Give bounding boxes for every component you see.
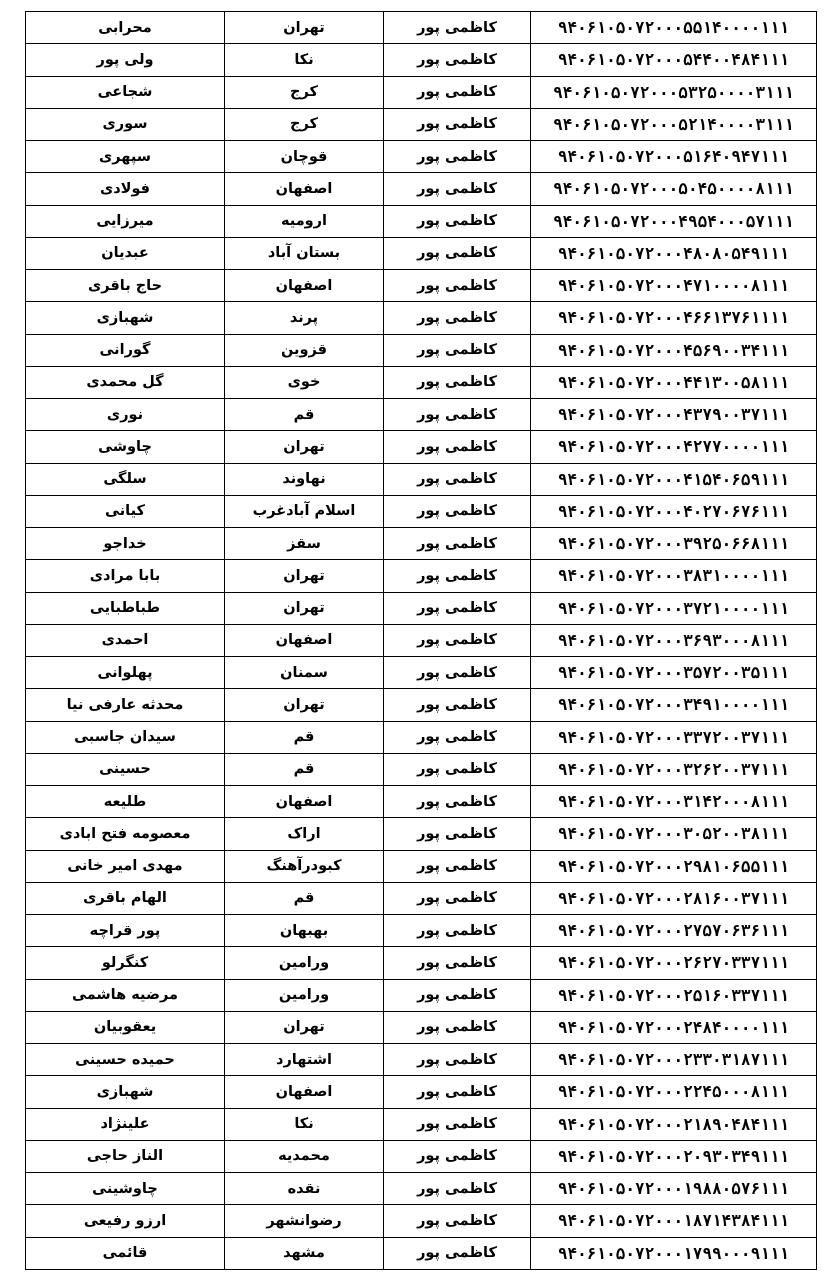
cell-last-name: مرضیه هاشمی	[26, 979, 225, 1011]
cell-city: کرج	[225, 76, 384, 108]
cell-group: کاظمی پور	[384, 818, 531, 850]
cell-id-number: ۹۴۰۶۱۰۵۰۷۲۰۰۰۱۹۸۸۰۵۷۶۱۱۱	[531, 1173, 817, 1205]
cell-last-name: شجاعی	[26, 76, 225, 108]
cell-city: کبودرآهنگ	[225, 850, 384, 882]
cell-group: کاظمی پور	[384, 173, 531, 205]
cell-group: کاظمی پور	[384, 108, 531, 140]
cell-group: کاظمی پور	[384, 1076, 531, 1108]
cell-city: تهران	[225, 431, 384, 463]
cell-city: قم	[225, 399, 384, 431]
cell-group: کاظمی پور	[384, 1205, 531, 1237]
cell-city: قم	[225, 882, 384, 914]
cell-id-number: ۹۴۰۶۱۰۵۰۷۲۰۰۰۲۰۹۳۰۳۴۹۱۱۱	[531, 1140, 817, 1172]
table-row	[26, 1108, 817, 1140]
cell-id-number: ۹۴۰۶۱۰۵۰۷۲۰۰۰۵۲۱۴۰۰۰۰۳۱۱۱	[531, 108, 817, 140]
table-row	[26, 463, 817, 495]
cell-city: بستان آباد	[225, 237, 384, 269]
cell-city: نکا	[225, 1108, 384, 1140]
table-row	[26, 1140, 817, 1172]
table-row	[26, 431, 817, 463]
cell-group: کاظمی پور	[384, 1108, 531, 1140]
table-row	[26, 689, 817, 721]
cell-city: اصفهان	[225, 624, 384, 656]
cell-id-number: ۹۴۰۶۱۰۵۰۷۲۰۰۰۳۷۲۱۰۰۰۰۱۱۱	[531, 592, 817, 624]
cell-id-number: ۹۴۰۶۱۰۵۰۷۲۰۰۰۵۵۱۴۰۰۰۰۱۱۱	[531, 12, 817, 44]
cell-id-number: ۹۴۰۶۱۰۵۰۷۲۰۰۰۲۸۱۶۰۰۳۷۱۱۱	[531, 882, 817, 914]
cell-group: کاظمی پور	[384, 1173, 531, 1205]
table-row	[26, 237, 817, 269]
cell-last-name: عبدیان	[26, 237, 225, 269]
cell-last-name: شهبازی	[26, 302, 225, 334]
cell-city: نقده	[225, 1173, 384, 1205]
cell-group: کاظمی پور	[384, 850, 531, 882]
cell-last-name: حاج باقری	[26, 270, 225, 302]
table-row	[26, 173, 817, 205]
cell-last-name: ولی پور	[26, 44, 225, 76]
cell-group: کاظمی پور	[384, 237, 531, 269]
cell-group: کاظمی پور	[384, 624, 531, 656]
cell-last-name: سپهری	[26, 141, 225, 173]
cell-id-number: ۹۴۰۶۱۰۵۰۷۲۰۰۰۲۵۱۶۰۳۳۷۱۱۱	[531, 979, 817, 1011]
cell-group: کاظمی پور	[384, 334, 531, 366]
table-row	[26, 786, 817, 818]
cell-id-number: ۹۴۰۶۱۰۵۰۷۲۰۰۰۴۲۷۷۰۰۰۰۱۱۱	[531, 431, 817, 463]
cell-last-name: احمدی	[26, 624, 225, 656]
table-row	[26, 302, 817, 334]
cell-city: اصفهان	[225, 173, 384, 205]
cell-group: کاظمی پور	[384, 495, 531, 527]
cell-group: کاظمی پور	[384, 302, 531, 334]
cell-group: کاظمی پور	[384, 12, 531, 44]
table-row	[26, 592, 817, 624]
cell-group: کاظمی پور	[384, 592, 531, 624]
cell-city: کرج	[225, 108, 384, 140]
cell-id-number: ۹۴۰۶۱۰۵۰۷۲۰۰۰۳۶۹۳۰۰۰۸۱۱۱	[531, 624, 817, 656]
cell-group: کاظمی پور	[384, 1237, 531, 1270]
cell-last-name: میرزایی	[26, 205, 225, 237]
cell-id-number: ۹۴۰۶۱۰۵۰۷۲۰۰۰۱۸۷۱۴۳۸۴۱۱۱	[531, 1205, 817, 1237]
cell-last-name: گل محمدی	[26, 366, 225, 398]
cell-id-number: ۹۴۰۶۱۰۵۰۷۲۰۰۰۴۰۲۷۰۶۷۶۱۱۱	[531, 495, 817, 527]
cell-id-number: ۹۴۰۶۱۰۵۰۷۲۰۰۰۵۰۴۵۰۰۰۰۸۱۱۱	[531, 173, 817, 205]
cell-city: قم	[225, 721, 384, 753]
cell-last-name: فولادی	[26, 173, 225, 205]
cell-last-name: سلگی	[26, 463, 225, 495]
record-grid	[25, 11, 817, 1270]
cell-city: اسلام آبادغرب	[225, 495, 384, 527]
cell-last-name: طباطبایی	[26, 592, 225, 624]
cell-city: پرند	[225, 302, 384, 334]
cell-id-number: ۹۴۰۶۱۰۵۰۷۲۰۰۰۳۱۴۲۰۰۰۸۱۱۱	[531, 786, 817, 818]
cell-group: کاظمی پور	[384, 1011, 531, 1043]
cell-group: کاظمی پور	[384, 399, 531, 431]
table-row	[26, 334, 817, 366]
cell-last-name: مهدی امیر خانی	[26, 850, 225, 882]
record-table	[25, 11, 817, 1270]
table-row	[26, 205, 817, 237]
cell-id-number: ۹۴۰۶۱۰۵۰۷۲۰۰۰۴۷۱۰۰۰۰۸۱۱۱	[531, 270, 817, 302]
table-row	[26, 1011, 817, 1043]
table-row	[26, 947, 817, 979]
cell-id-number: ۹۴۰۶۱۰۵۰۷۲۰۰۰۳۵۷۲۰۰۳۵۱۱۱	[531, 657, 817, 689]
cell-group: کاظمی پور	[384, 1044, 531, 1076]
cell-last-name: سیدان جاسبی	[26, 721, 225, 753]
cell-city: نکا	[225, 44, 384, 76]
cell-group: کاظمی پور	[384, 560, 531, 592]
cell-city: اصفهان	[225, 1076, 384, 1108]
cell-group: کاظمی پور	[384, 270, 531, 302]
cell-city: نهاوند	[225, 463, 384, 495]
cell-city: تهران	[225, 592, 384, 624]
cell-group: کاظمی پور	[384, 44, 531, 76]
cell-id-number: ۹۴۰۶۱۰۵۰۷۲۰۰۰۵۴۴۰۰۴۸۴۱۱۱	[531, 44, 817, 76]
cell-last-name: سوری	[26, 108, 225, 140]
cell-last-name: علینژاد	[26, 1108, 225, 1140]
cell-city: سمنان	[225, 657, 384, 689]
table-row	[26, 270, 817, 302]
cell-last-name: چاوشینی	[26, 1173, 225, 1205]
record-rows	[26, 12, 817, 1270]
cell-id-number: ۹۴۰۶۱۰۵۰۷۲۰۰۰۵۱۶۴۰۹۴۷۱۱۱	[531, 141, 817, 173]
cell-last-name: محدثه عارفی نیا	[26, 689, 225, 721]
cell-last-name: شهبازی	[26, 1076, 225, 1108]
cell-last-name: الهام باقری	[26, 882, 225, 914]
cell-group: کاظمی پور	[384, 657, 531, 689]
cell-group: کاظمی پور	[384, 882, 531, 914]
cell-id-number: ۹۴۰۶۱۰۵۰۷۲۰۰۰۴۹۵۴۰۰۰۵۷۱۱۱	[531, 205, 817, 237]
table-row	[26, 528, 817, 560]
table-row	[26, 560, 817, 592]
cell-city: قزوین	[225, 334, 384, 366]
cell-last-name: طلیعه	[26, 786, 225, 818]
cell-city: تهران	[225, 12, 384, 44]
cell-id-number: ۹۴۰۶۱۰۵۰۷۲۰۰۰۲۱۸۹۰۴۸۴۱۱۱	[531, 1108, 817, 1140]
table-row	[26, 1076, 817, 1108]
cell-id-number: ۹۴۰۶۱۰۵۰۷۲۰۰۰۳۹۲۵۰۶۶۸۱۱۱	[531, 528, 817, 560]
table-row	[26, 108, 817, 140]
cell-group: کاظمی پور	[384, 753, 531, 785]
cell-last-name: محرابی	[26, 12, 225, 44]
table-row	[26, 1237, 817, 1270]
cell-city: اصفهان	[225, 786, 384, 818]
table-row	[26, 76, 817, 108]
table-row	[26, 624, 817, 656]
cell-id-number: ۹۴۰۶۱۰۵۰۷۲۰۰۰۲۷۵۷۰۶۳۶۱۱۱	[531, 915, 817, 947]
cell-last-name: بابا مرادی	[26, 560, 225, 592]
cell-id-number: ۹۴۰۶۱۰۵۰۷۲۰۰۰۱۷۹۹۰۰۰۹۱۱۱	[531, 1237, 817, 1270]
table-row	[26, 12, 817, 44]
table-row	[26, 753, 817, 785]
cell-id-number: ۹۴۰۶۱۰۵۰۷۲۰۰۰۴۱۵۴۰۶۵۹۱۱۱	[531, 463, 817, 495]
cell-id-number: ۹۴۰۶۱۰۵۰۷۲۰۰۰۳۳۷۲۰۰۳۷۱۱۱	[531, 721, 817, 753]
table-row	[26, 399, 817, 431]
table-row	[26, 818, 817, 850]
cell-group: کاظمی پور	[384, 366, 531, 398]
cell-last-name: یعقوبیان	[26, 1011, 225, 1043]
cell-last-name: ارزو رفیعی	[26, 1205, 225, 1237]
table-row	[26, 44, 817, 76]
cell-city: رضوانشهر	[225, 1205, 384, 1237]
cell-id-number: ۹۴۰۶۱۰۵۰۷۲۰۰۰۲۹۸۱۰۶۵۵۱۱۱	[531, 850, 817, 882]
cell-id-number: ۹۴۰۶۱۰۵۰۷۲۰۰۰۴۳۷۹۰۰۳۷۱۱۱	[531, 399, 817, 431]
cell-city: تهران	[225, 1011, 384, 1043]
table-row	[26, 366, 817, 398]
cell-group: کاظمی پور	[384, 721, 531, 753]
cell-city: قم	[225, 753, 384, 785]
cell-last-name: قائمی	[26, 1237, 225, 1270]
table-row	[26, 1173, 817, 1205]
cell-city: مشهد	[225, 1237, 384, 1270]
cell-id-number: ۹۴۰۶۱۰۵۰۷۲۰۰۰۲۲۴۵۰۰۰۸۱۱۱	[531, 1076, 817, 1108]
cell-group: کاظمی پور	[384, 979, 531, 1011]
table-row	[26, 979, 817, 1011]
cell-city: محمدیه	[225, 1140, 384, 1172]
cell-city: ورامین	[225, 979, 384, 1011]
cell-id-number: ۹۴۰۶۱۰۵۰۷۲۰۰۰۴۴۱۳۰۰۵۸۱۱۱	[531, 366, 817, 398]
cell-group: کاظمی پور	[384, 786, 531, 818]
cell-group: کاظمی پور	[384, 915, 531, 947]
cell-id-number: ۹۴۰۶۱۰۵۰۷۲۰۰۰۳۴۹۱۰۰۰۰۱۱۱	[531, 689, 817, 721]
cell-last-name: پور قراچه	[26, 915, 225, 947]
cell-id-number: ۹۴۰۶۱۰۵۰۷۲۰۰۰۲۴۸۴۰۰۰۰۱۱۱	[531, 1011, 817, 1043]
cell-city: قوچان	[225, 141, 384, 173]
cell-id-number: ۹۴۰۶۱۰۵۰۷۲۰۰۰۵۳۲۵۰۰۰۰۳۱۱۱	[531, 76, 817, 108]
cell-city: بهبهان	[225, 915, 384, 947]
cell-last-name: پهلوانی	[26, 657, 225, 689]
cell-city: اصفهان	[225, 270, 384, 302]
cell-city: تهران	[225, 560, 384, 592]
cell-id-number: ۹۴۰۶۱۰۵۰۷۲۰۰۰۴۵۶۹۰۰۳۴۱۱۱	[531, 334, 817, 366]
cell-city: اراک	[225, 818, 384, 850]
cell-last-name: خداجو	[26, 528, 225, 560]
table-row	[26, 1205, 817, 1237]
cell-group: کاظمی پور	[384, 528, 531, 560]
cell-group: کاظمی پور	[384, 141, 531, 173]
cell-group: کاظمی پور	[384, 689, 531, 721]
cell-city: ورامین	[225, 947, 384, 979]
cell-last-name: حسینی	[26, 753, 225, 785]
table-row	[26, 882, 817, 914]
cell-id-number: ۹۴۰۶۱۰۵۰۷۲۰۰۰۳۲۶۲۰۰۳۷۱۱۱	[531, 753, 817, 785]
cell-group: کاظمی پور	[384, 1140, 531, 1172]
cell-group: کاظمی پور	[384, 947, 531, 979]
cell-last-name: الناز حاجی	[26, 1140, 225, 1172]
cell-id-number: ۹۴۰۶۱۰۵۰۷۲۰۰۰۲۶۲۷۰۳۳۷۱۱۱	[531, 947, 817, 979]
table-row	[26, 915, 817, 947]
cell-id-number: ۹۴۰۶۱۰۵۰۷۲۰۰۰۴۸۰۸۰۵۴۹۱۱۱	[531, 237, 817, 269]
cell-city: تهران	[225, 689, 384, 721]
cell-id-number: ۹۴۰۶۱۰۵۰۷۲۰۰۰۳۰۵۲۰۰۳۸۱۱۱	[531, 818, 817, 850]
cell-last-name: کنگرلو	[26, 947, 225, 979]
cell-group: کاظمی پور	[384, 431, 531, 463]
cell-city: اشتهارد	[225, 1044, 384, 1076]
table-row	[26, 721, 817, 753]
cell-city: خوی	[225, 366, 384, 398]
table-row	[26, 495, 817, 527]
cell-last-name: کیانی	[26, 495, 225, 527]
cell-city: ارومیه	[225, 205, 384, 237]
cell-id-number: ۹۴۰۶۱۰۵۰۷۲۰۰۰۳۸۳۱۰۰۰۰۱۱۱	[531, 560, 817, 592]
table-row	[26, 141, 817, 173]
cell-last-name: حمیده حسینی	[26, 1044, 225, 1076]
table-row	[26, 657, 817, 689]
cell-id-number: ۹۴۰۶۱۰۵۰۷۲۰۰۰۴۶۶۱۳۷۶۱۱۱۱	[531, 302, 817, 334]
cell-id-number: ۹۴۰۶۱۰۵۰۷۲۰۰۰۲۳۳۰۳۱۸۷۱۱۱	[531, 1044, 817, 1076]
table-row	[26, 850, 817, 882]
cell-city: سقز	[225, 528, 384, 560]
cell-last-name: نوری	[26, 399, 225, 431]
cell-group: کاظمی پور	[384, 76, 531, 108]
cell-group: کاظمی پور	[384, 463, 531, 495]
cell-last-name: گورانی	[26, 334, 225, 366]
cell-group: کاظمی پور	[384, 205, 531, 237]
cell-last-name: چاوشی	[26, 431, 225, 463]
table-row	[26, 1044, 817, 1076]
cell-last-name: معصومه فتح ابادی	[26, 818, 225, 850]
